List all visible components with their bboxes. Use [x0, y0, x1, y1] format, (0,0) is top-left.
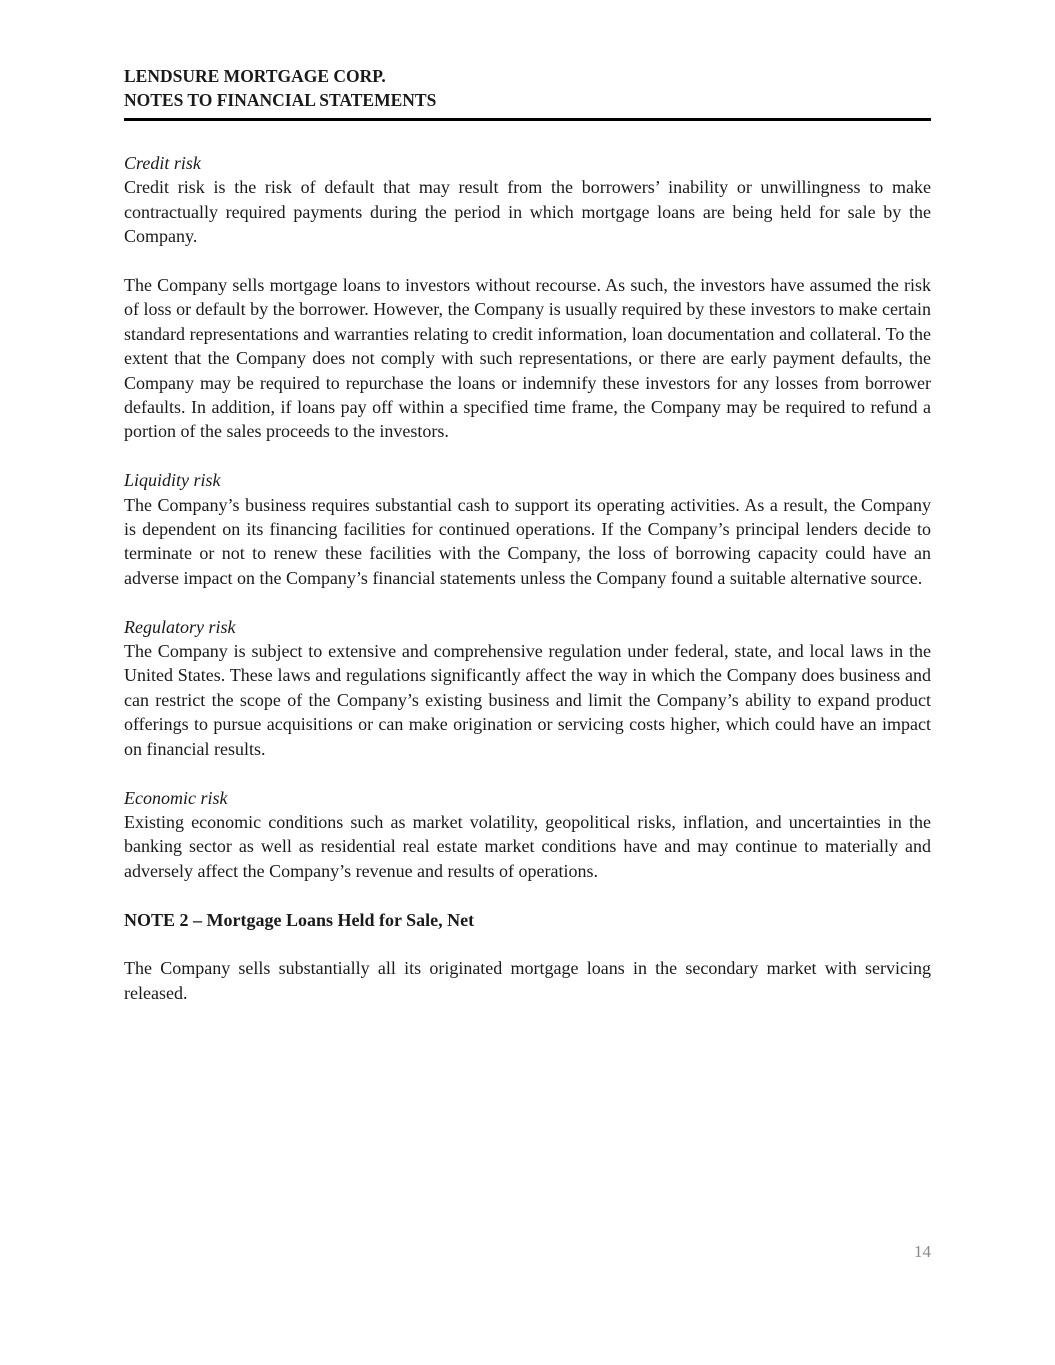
page-number: 14	[914, 1242, 931, 1261]
document-title: NOTES TO FINANCIAL STATEMENTS	[124, 90, 437, 110]
company-name: LENDSURE MORTGAGE CORP.	[124, 66, 386, 86]
section-heading: Credit risk	[124, 153, 201, 173]
section-economic-risk	[124, 786, 931, 884]
paragraph: The Company sells mortgage loans to investors without recourse. As such, the investors have assumed the risk of loss or default by the borrower. However, the Company is usually required by these investors to make certain standard representations and warranties relating to credit information, loan documentation and collateral. To the extent that the Company does not comply with such representations, or there are early payment defaults, the Company may be required to repurchase the loans or indemnify these investors for any losses from borrower defaults. In addition, if loans pay off within a specified time frame, the Company may be required to refund a portion of the sales proceeds to the investors.	[124, 275, 931, 442]
section-heading: Economic risk	[124, 787, 228, 808]
paragraph: The Company’s business requires substantial cash to support its operating activities. As a result, the Company is dependent on its financing facilities for continued operations. If the Company’s principal lenders decide to terminate or not to renew these facilities with the Company, the loss of borrowing capacity could have an adverse impact on the Company’s financial statements unless the Company found a suitable alternative source.	[124, 494, 931, 588]
note-heading: NOTE 2 – Mortgage Loans Held for Sale, Net	[124, 909, 475, 930]
section-heading: Regulatory risk	[124, 616, 236, 637]
header-divider	[124, 118, 931, 121]
paragraph: Credit risk is the risk of default that may result from the borrowers’ inability or unwillingness to make contractually required payments during the period in which mortgage loans are being held for sale by the Company.	[124, 177, 931, 247]
paragraph: The Company sells substantially all its originated mortgage loans in the secondary market with servicing released.	[124, 958, 931, 1003]
section-heading: Liquidity risk	[124, 470, 221, 491]
section-liquidity-risk	[124, 468, 931, 590]
section-regulatory-risk	[124, 615, 931, 761]
paragraph: The Company is subject to extensive and comprehensive regulation under federal, state, and local laws in the United States. These laws and regulations significantly affect the way in which the Company does business and can restrict the scope of the Company’s existing business and limit the Company’s ability to expand product offerings to pursue acquisitions or can make origination or servicing costs higher, which could have an impact on financial results.	[124, 641, 931, 759]
paragraph: Existing economic conditions such as market volatility, geopolitical risks, inflation, and uncertainties in the banking sector as well as residential real estate market conditions have and may continue to materially and adversely affect the Company’s revenue and results of operations.	[124, 811, 931, 881]
document-page	[124, 64, 931, 1030]
section-note-2	[124, 908, 931, 1006]
section-credit-risk	[124, 151, 931, 444]
